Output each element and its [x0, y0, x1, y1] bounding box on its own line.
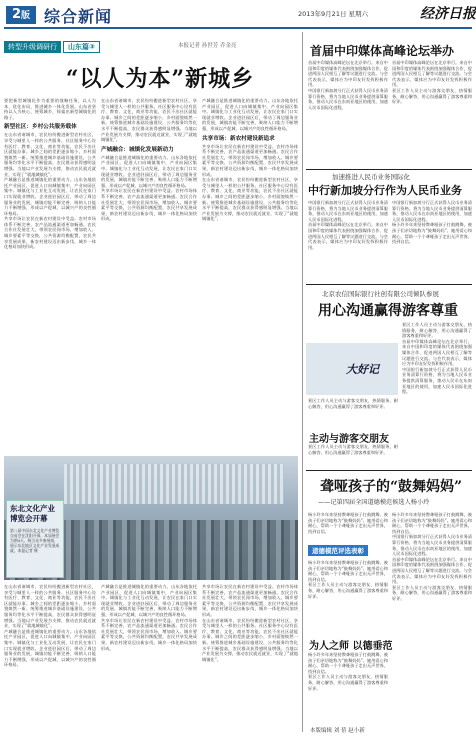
lead-body-2: 在山东省诸城市，农民纷纷搬进新型农村社区，享受与城里人一样的公共服务。社区服务中心设有医疗、教育、文化、商业等功能，农民不出社区就能办事。城乡之间的差距逐步缩小，乡村面貌焕然一新。统筹推进城乡基础设施建设，公共服务均等化水平不断提高，农民群众获得感明显增强。当地以产业发展为支撑，推动农民就近就业，实现了“就地城镇化”。: [101, 98, 197, 143]
drum-mom-body-1: 杨小玲多年来坚持教聋哑孩子打鼓跳舞，被孩子们亲切地称为“鼓舞妈妈”。她用爱心和耐心，帮助一个个聋哑孩子走出无声世界，找到自信。: [308, 560, 388, 582]
boc-body-1b: 首届中印媒体高峰论坛在北京举行。来自中国和印度的媒体代表围绕加强媒体合作、促进两国人民相互了解等议题进行交流。与会代表表示，媒体应为中印友好发挥积极作用。: [308, 222, 388, 250]
section-rule-2: [306, 284, 472, 285]
lead-column-2: [101, 98, 197, 450]
story-headline-teacher: 为人之师 以德垂范: [309, 641, 393, 652]
make-friends-col: [308, 444, 398, 470]
bottom-column-3: [202, 584, 298, 724]
bottom-body-1: 在山东省诸城市，农民纷纷搬进新型农村社区，享受与城里人一样的公共服务。社区服务中心设有医疗、教育、文化、商业等功能，农民不出社区就能办事。城乡之间的差距逐步缩小，乡村面貌焕然一新。统筹推进城乡基础设施建设，公共服务均等化水平不断提高，农民群众获得感明显增强。当地以产业发展为支撑，推动农民就近就业，实现了“就地城镇化”。: [4, 584, 96, 629]
section-rule-1: [306, 169, 472, 170]
story-byline: 本报记者 孙世芳 乔金亮: [178, 43, 237, 49]
tourism-body-2b: 首届中印媒体高峰论坛在北京举行。来自中国和印度的媒体代表围绕加强媒体合作、促进两国人民相互了解等议题进行交流。与会代表表示，媒体应为中印友好发挥积极作用。: [402, 338, 472, 367]
lead-body-1b: 产城融合是推进城镇化的重要动力。山东各地依托产业园区，促进人口向城镇集中，产业向园区集中。城镇化与工业化互动发展，让农民在家门口实现就业增收。企业进驻园区后，带动了周边服务业的发展，城镇功能不断完善，吸纳人口能力不断增强，形成以产促城、以城兴产的良性循环格局。: [4, 177, 96, 216]
lead-column-1: [4, 98, 96, 450]
lead-body-3c: 在山东省诸城市，农民纷纷搬进新型农村社区，享受与城里人一样的公共服务。社区服务中心设有医疗、教育、文化、商业等功能，农民不出社区就能办事。城乡之间的差距逐步缩小，乡村面貌焕然一新。统筹推进城乡基础设施建设，公共服务均等化水平不断提高，农民群众获得感明显增强。当地以产业发展为支撑，推动农民就近就业，实现了“就地城镇化”。: [202, 177, 298, 222]
bottom-body-2: 产城融合是推进城镇化的重要动力。山东各地依托产业园区，促进人口向城镇集中，产业向园区集中。城镇化与工业化互动发展，让农民在家门口实现就业增收。企业进驻园区后，带动了周边服务业的发展，城镇功能不断完善，吸纳人口能力不断增强，形成以产促城、以城兴产的良性循环格局。: [101, 584, 197, 617]
lead-body-1c: 共享市场让农民在新农村建设中受益。农村市场体系不断完善，农产品流通渠道更加畅通。农民合作社发展壮大，带领农民闯市场，增加收入。城乡要素平等交换，公共资源均衡配置，农民共享发展成果，新农村建设迈出新步伐，城乡一体化格局加快形成。: [4, 216, 96, 250]
bottom-body-2b: 共享市场让农民在新农村建设中受益。农村市场体系不断完善，农产品流通渠道更加畅通。农民合作社发展壮大，带领农民闯市场，增加收入。城乡要素平等交换，公共资源均衡配置，农民共享发展成果，新农村建设迈出新步伐，城乡一体化格局加快形成。: [101, 617, 197, 651]
page-header: [0, 0, 476, 30]
bottom-body-1b: 产城融合是推进城镇化的重要动力。山东各地依托产业园区，促进人口向城镇集中，产业向园区集中。城镇化与工业化互动发展，让农民在家门口实现就业增收。企业进驻园区后，带动了周边服务业的发展，城镇功能不断完善，吸纳人口能力不断增强，形成以产促城、以城兴产的良性循环格局。: [4, 628, 96, 668]
boc-col-1: [308, 200, 388, 282]
teacher-col: [308, 652, 388, 722]
teacher-body-b: 景区工作人员主动与游客交朋友，热情服务，耐心解答，用心沟通赢得了游客尊重和好评。: [308, 674, 388, 691]
lead-headline: “以人为本”新城乡: [65, 66, 255, 92]
drum-mom-body-2d: 景区工作人员主动与游客交朋友，热情服务，耐心解答，用心沟通赢得了游客尊重和好评。: [392, 584, 472, 601]
tourism-col-1: [308, 398, 398, 428]
tourism-col-2: [402, 322, 472, 462]
drum-mom-subtitle: ——记第四届全国道德模范候选人杨小玲: [318, 499, 430, 506]
story-headline-tourism: 用心沟通赢得游客尊重: [318, 303, 458, 319]
media-forum-col-2: [392, 60, 472, 168]
story-headline-make-friends: 主动与游客交朋友: [309, 434, 389, 445]
boc-body-2: 中国银行新加坡分行正式获得人民币业务清算行资格，将为当地人民币业务提供清算服务，推动人民币在东南亚地区的使用，加速人民币国际化进程。: [392, 200, 472, 222]
bottom-body-3b: 在山东省诸城市，农民纷纷搬进新型农村社区，享受与城里人一样的公共服务。社区服务中心设有医疗、教育、文化、商业等功能，农民不出社区就能办事。城乡之间的差距逐步缩小，乡村面貌焕然一新。统筹推进城乡基础设施建设，公共服务均等化水平不断提高，农民群众获得感明显增强。当地以产业发展为支撑，推动农民就近就业，实现了“就地城镇化”。: [202, 617, 298, 662]
header-rule: [4, 27, 472, 29]
photo-caption-text: 第八届中国东北文化产业博览交易会在沈阳开幕，本届展会为期4天，吸引众多参展商，展示东北地区文化产业发展成就。本报记者 摄: [10, 528, 60, 553]
lead-body-3: 产城融合是推进城镇化的重要动力。山东各地依托产业园区，促进人口向城镇集中，产业向园区集中。城镇化与工业化互动发展，让农民在家门口实现就业增收。企业进驻园区后，带动了周边服务业的发展，城镇功能不断完善，吸纳人口能力不断增强，形成以产促城、以城兴产的良性循环格局。: [202, 98, 298, 131]
boc-body-2b: 杨小玲多年来坚持教聋哑孩子打鼓跳舞，被孩子们亲切地称为“鼓舞妈妈”。她用爱心和耐心，帮助一个个聋哑孩子走出无声世界，找到自信。: [392, 222, 472, 245]
lead-subhead-1: 新型社区：乡村公共服务载体: [4, 124, 77, 131]
column-divider: [302, 32, 303, 732]
drum-mom-col-1: [308, 560, 388, 634]
make-friends-body: 景区工作人员主动与游客交朋友，热情服务，耐心解答，用心沟通赢得了游客尊重和好评。: [308, 444, 398, 455]
feature-graphic: [306, 343, 398, 395]
story-headline-drum-mom: 聋哑孩子的“鼓舞妈妈”: [320, 479, 463, 495]
issue-date: 2013年9月21日 星期六: [298, 10, 369, 18]
story-headline-boc: 中行新加坡分行作为人民币业务: [308, 184, 462, 197]
media-forum-col-1: [308, 60, 388, 168]
section-name: 综合新闻: [44, 7, 113, 26]
tourism-body-2c: 中国银行新加坡分行正式获得人民币业务清算行资格，将为当地人民币业务提供清算服务，推动人民币在东南亚地区的使用，加速人民币国际化进程。: [402, 366, 472, 395]
drum-mom-lead-text: 杨小玲多年来坚持教聋哑孩子打鼓跳舞，被孩子们亲切地称为“鼓舞妈妈”。她用爱心和耐心，帮助一个个聋哑孩子走出无声世界，找到自信。: [308, 512, 388, 534]
lead-body-3b: 共享市场让农民在新农村建设中受益。农村市场体系不断完善，农产品流通渠道更加畅通。农民合作社发展壮大，带领农民闯市场，增加收入。城乡要素平等交换，公共资源均衡配置，农民共享发展成果，新农村建设迈出新步伐，城乡一体化格局加快形成。: [202, 143, 298, 177]
drum-mom-body-1b: 景区工作人员主动与游客交朋友，热情服务，耐心解答，用心沟通赢得了游客尊重和好评。: [308, 582, 388, 599]
bottom-body-3: 共享市场让农民在新农村建设中受益。农村市场体系不断完善，农产品流通渠道更加畅通。农民合作社发展壮大，带领农民闯市场，增加收入。城乡要素平等交换，公共资源均衡配置，农民共享发展成果，新农村建设迈出新步伐，城乡一体化格局加快形成。: [202, 584, 298, 617]
lead-subhead-2: 产城融合：城镇化发展新动力: [101, 146, 174, 153]
lead-body-2c: 共享市场让农民在新农村建设中受益。农村市场体系不断完善，农产品流通渠道更加畅通。农民合作社发展壮大，带领农民闯市场，增加收入。城乡要素平等交换，公共资源均衡配置，农民共享发展成果，新农村建设迈出新步伐，城乡一体化格局加快形成。: [101, 188, 197, 222]
boc-body-1: 中国银行新加坡分行正式获得人民币业务清算行资格，将为当地人民币业务提供清算服务，推动人民币在东南亚地区的使用，加速人民币国际化进程。: [308, 200, 388, 222]
lead-body-2b: 产城融合是推进城镇化的重要动力。山东各地依托产业园区，促进人口向城镇集中，产业向园区集中。城镇化与工业化互动发展，让农民在家门口实现就业增收。企业进驻园区后，带动了周边服务业的发展，城镇功能不断完善，吸纳人口能力不断增强，形成以产促城、以城兴产的良性循环格局。: [101, 154, 197, 188]
drum-mom-lead: [308, 512, 388, 542]
story-kicker: [4, 40, 100, 54]
lead-column-3: [202, 98, 298, 450]
tourism-kicker: 北京农信国际银行社创有限公司倾队参展: [322, 290, 439, 298]
lead-intro: 要把新型城镇化作为重要的战略任务，以人为本、优化布局，推进城乡一体化发展。山东省坚持以人为核心，统筹城乡，探索出新型城镇化的路子。: [4, 98, 96, 120]
kicker-series: 转型升级调研行: [4, 41, 61, 53]
story-headline-media-forum: 首届中印媒体高峰论坛举办: [310, 44, 455, 58]
feature-graphic-title: 大好记: [346, 363, 379, 376]
photo-ceiling: [64, 464, 284, 504]
photo-caption-box: [6, 500, 64, 578]
lead-body-1: 在山东省诸城市，农民纷纷搬进新型农村社区，享受与城里人一样的公共服务。社区服务中心设有医疗、教育、文化、商业等功能，农民不出社区就能办事。城乡之间的差距逐步缩小，乡村面貌焕然一新。统筹推进城乡基础设施建设，公共服务均等化水平不断提高，农民群众获得感明显增强。当地以产业发展为支撑，推动农民就近就业，实现了“就地城镇化”。: [4, 132, 96, 177]
media-forum-body-1b: 中国银行新加坡分行正式获得人民币业务清算行资格，将为当地人民币业务提供清算服务，推动人民币在东南亚地区的使用，加速人民币国际化进程。: [308, 87, 388, 110]
section-rule-3: [306, 470, 472, 471]
tourism-body-1: 景区工作人员主动与游客交朋友，热情服务，耐心解答，用心沟通赢得了游客尊重和好评。: [308, 398, 398, 409]
moral-model-tag: 道德模范评选表彰: [308, 545, 368, 556]
bottom-column-1: [4, 584, 96, 724]
photo-caption-title: 东北文化产业博览会开幕: [10, 504, 55, 523]
drum-mom-body-2c: 首届中印媒体高峰论坛在北京举行。来自中国和印度的媒体代表围绕加强媒体合作、促进两国人民相互了解等议题进行交流。与会代表表示，媒体应为中印友好发挥积极作用。: [392, 556, 472, 585]
media-forum-body-1: 首届中印媒体高峰论坛在北京举行。来自中国和印度的媒体代表围绕加强媒体合作、促进两国人民相互了解等议题进行交流。与会代表表示，媒体应为中印友好发挥积极作用。: [308, 60, 388, 88]
drum-mom-body-2b: 中国银行新加坡分行正式获得人民币业务清算行资格，将为当地人民币业务提供清算服务，推动人民币在东南亚地区的使用，加速人民币国际化进程。: [392, 534, 472, 557]
media-forum-body-2: 首届中印媒体高峰论坛在北京举行。来自中国和印度的媒体代表围绕加强媒体合作、促进两国人民相互了解等议题进行交流。与会代表表示，媒体应为中印友好发挥积极作用。: [392, 60, 472, 88]
page-number-badge: 2版: [6, 6, 36, 24]
page-editor-credit: 本版编辑 刘 蓓 赵小新: [310, 728, 365, 734]
kicker-part: 山东篇③: [63, 41, 100, 53]
lead-subhead-3: 共享市场：新农村建设新追求: [202, 135, 275, 142]
drum-mom-body-2: 杨小玲多年来坚持教聋哑孩子打鼓跳舞，被孩子们亲切地称为“鼓舞妈妈”。她用爱心和耐心，帮助一个个聋哑孩子走出无声世界，找到自信。: [392, 512, 472, 534]
tourism-body-2: 景区工作人员主动与游客交朋友，热情服务，耐心解答，用心沟通赢得了游客尊重和好评。: [402, 322, 472, 339]
newspaper-masthead: 经济日报: [420, 6, 476, 22]
media-forum-body-2b: 景区工作人员主动与游客交朋友，热情服务，耐心解答，用心沟通赢得了游客尊重和好评。: [392, 87, 472, 105]
bottom-column-2: [101, 584, 197, 724]
drum-mom-col-2: [392, 512, 472, 722]
teacher-body: 杨小玲多年来坚持教聋哑孩子打鼓跳舞，被孩子们亲切地称为“鼓舞妈妈”。她用爱心和耐心，帮助一个个聋哑孩子走出无声世界，找到自信。: [308, 652, 388, 674]
boc-kicker: 加速推进人民币业务国际化: [332, 173, 410, 181]
boc-col-2: [392, 200, 472, 282]
